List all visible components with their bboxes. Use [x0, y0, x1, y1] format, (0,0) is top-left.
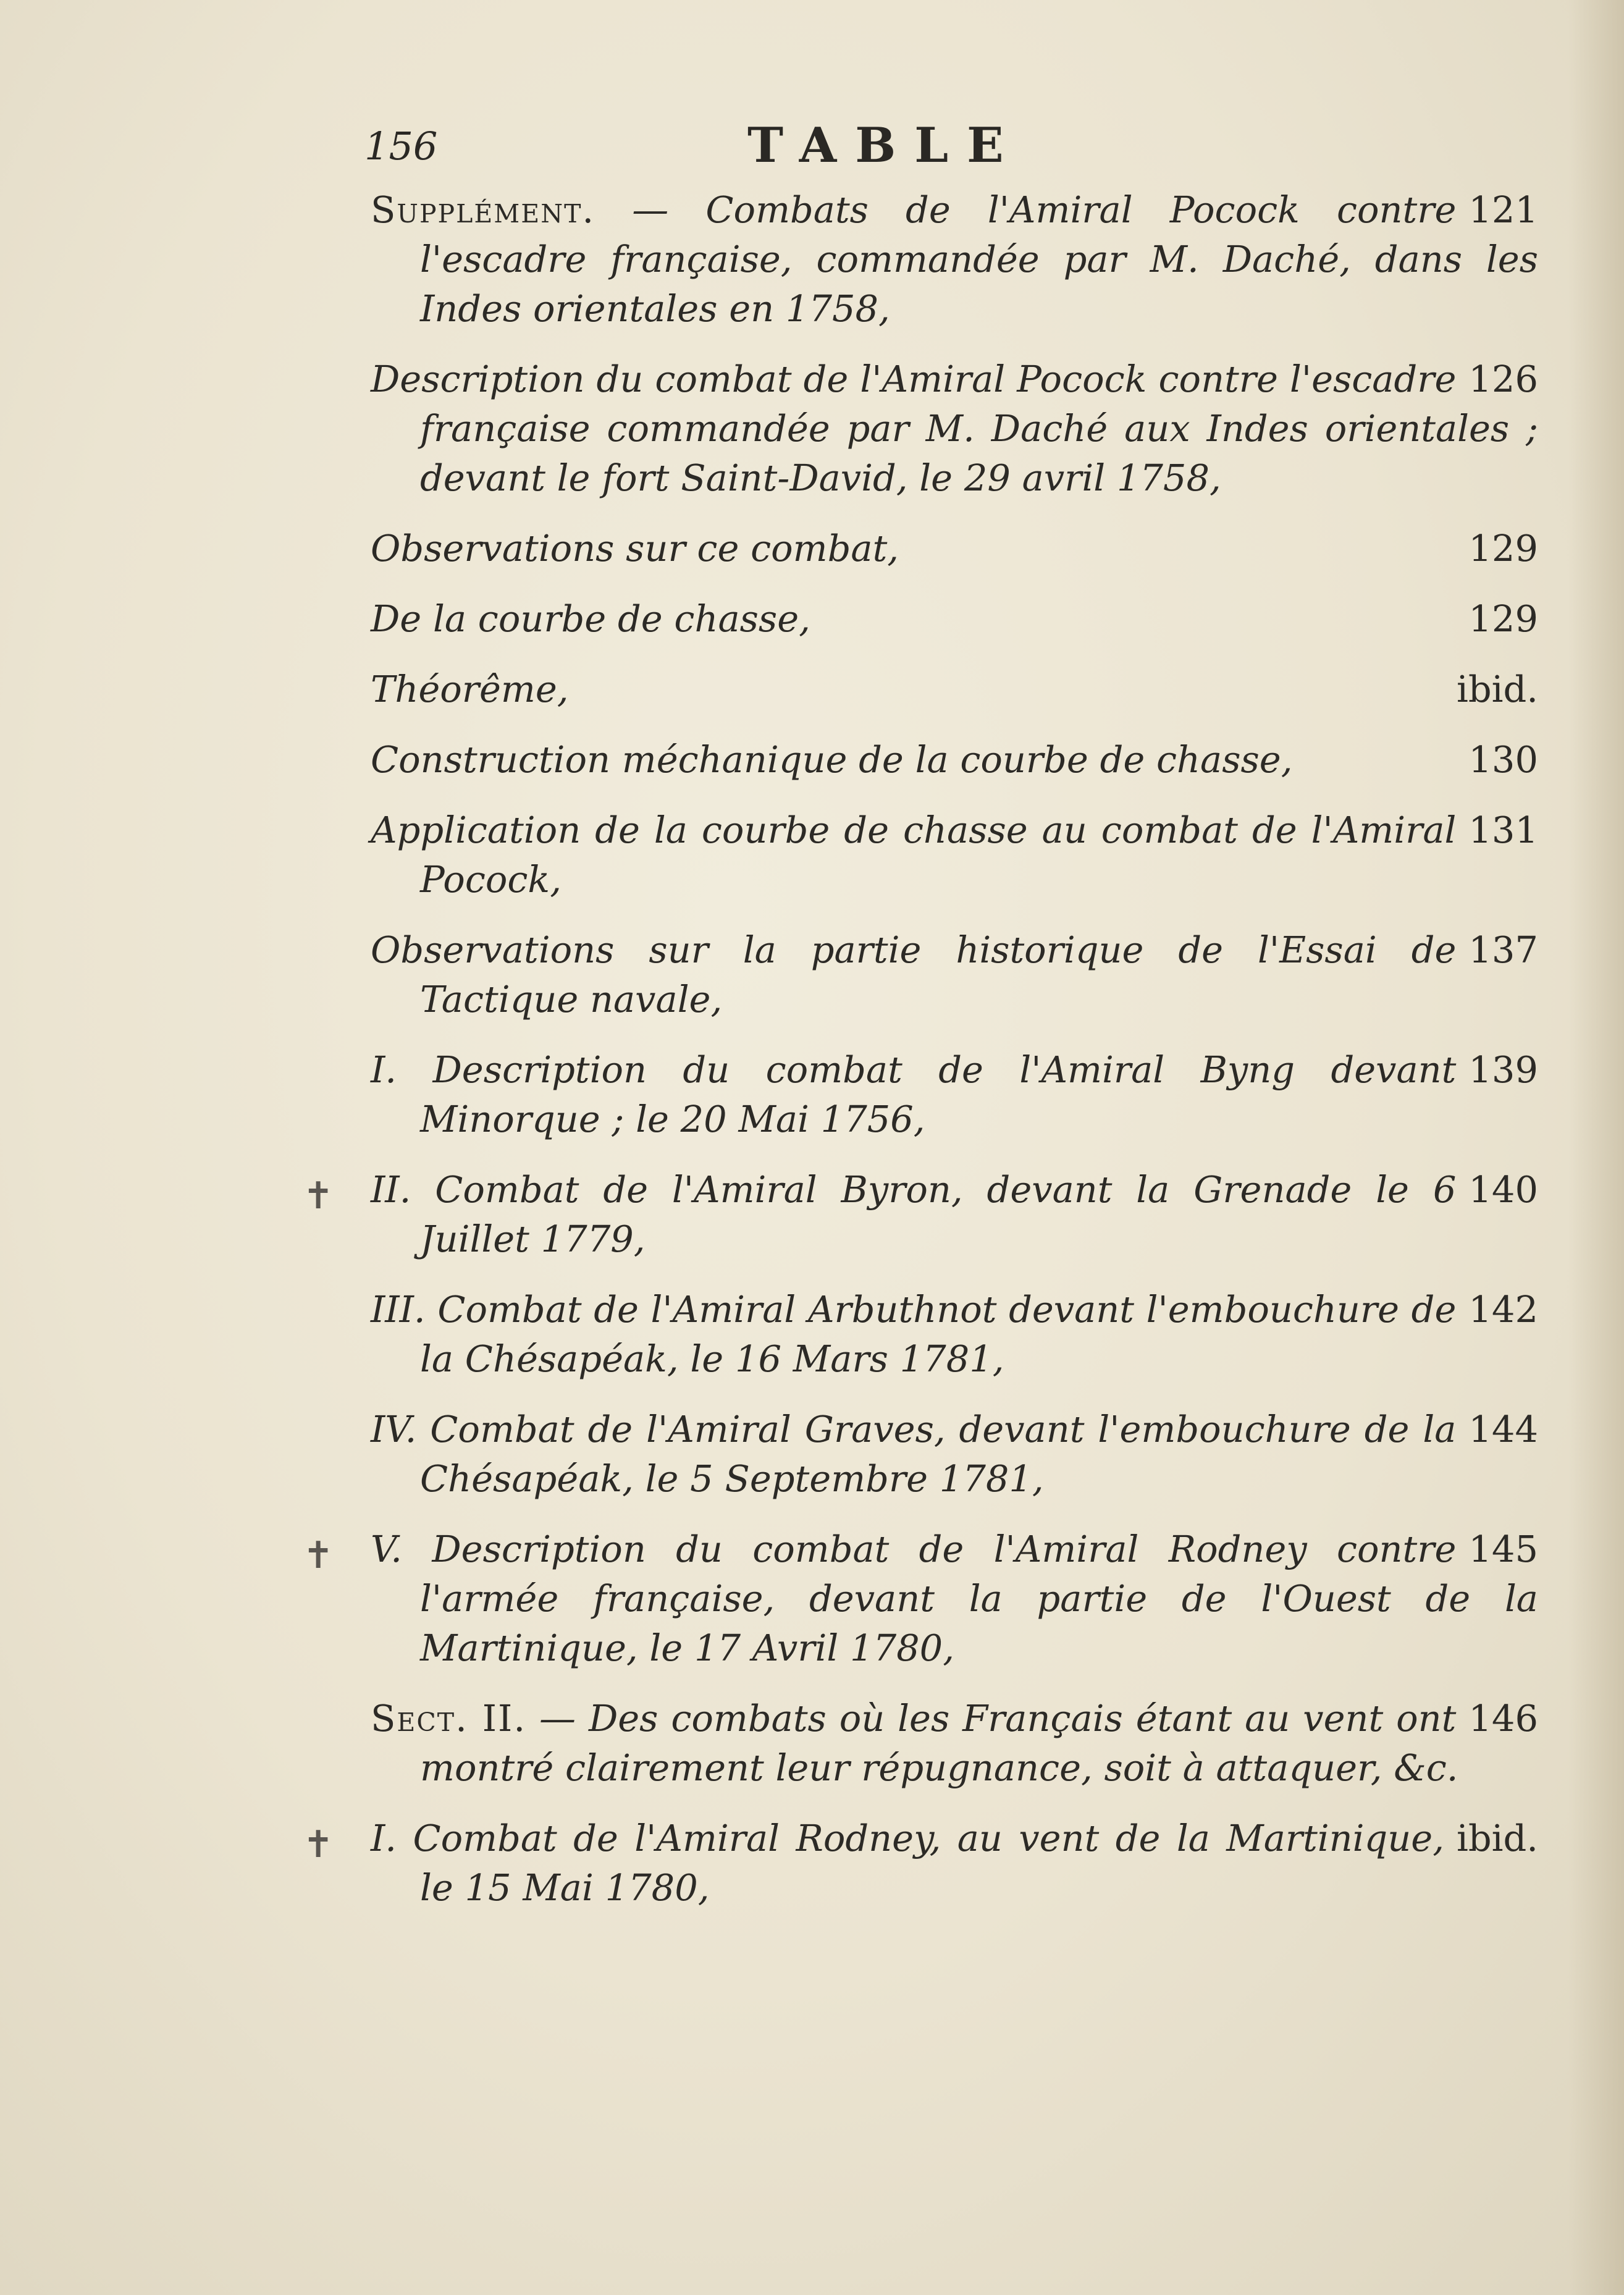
toc-entry-theoreme [371, 665, 1538, 714]
toc-page-ref: 131 [1468, 809, 1538, 851]
toc-page-ref: 130 [1468, 738, 1538, 781]
margin-cross-mark: ✝ [303, 1534, 334, 1577]
toc-entry-graves [371, 1405, 1538, 1504]
toc-page-ref: ibid. [1456, 1817, 1538, 1859]
toc-entry-observations-combat [371, 524, 1538, 573]
toc-entry-text: Observations sur la partie historique de l'Essai de Tactique navale, [371, 929, 1457, 1021]
toc-page-ref: 129 [1468, 527, 1538, 570]
toc-entry-sect-ii [371, 1694, 1538, 1793]
toc-entry-byron [303, 1165, 1538, 1264]
running-title: TABLE [747, 117, 1022, 174]
toc-entry-lead: Sect. II. [371, 1697, 527, 1740]
toc-page-ref: ibid. [1456, 668, 1538, 710]
toc-entry-text: I. Description du combat de l'Amiral Byng devant Minorque ; le 20 Mai 1756, [371, 1048, 1457, 1140]
toc-page-ref: 139 [1468, 1048, 1538, 1091]
toc-page-ref: 121 [1468, 188, 1538, 231]
toc-entry-construction [371, 735, 1538, 785]
toc-entry-text: I. Combat de l'Amiral Rodney, au vent de la Martinique, le 15 Mai 1780, [371, 1817, 1444, 1909]
table-of-contents [303, 185, 1538, 1934]
toc-entry-courbe-chasse [371, 594, 1538, 644]
toc-entry-application [371, 806, 1538, 904]
toc-entry-rodney-vent [303, 1814, 1538, 1913]
toc-entry-text: III. Combat de l'Amiral Arbuthnot devant l'embouchure de la Chésapéak, le 16 Mars 1781, [371, 1288, 1457, 1380]
toc-entry-arbuthnot [371, 1285, 1538, 1384]
toc-page-ref: 146 [1468, 1697, 1538, 1740]
toc-entry-text: Application de la courbe de chasse au combat de l'Amiral Pocock, [371, 809, 1457, 901]
toc-entry-text: Description du combat de l'Amiral Pocock contre l'escadre française commandée par M. Daché aux Indes orientales ; devant le fort Saint-David, le 29 avril 1758, [371, 358, 1538, 499]
toc-entry-text: — Combats de l'Amiral Pocock contre l'escadre française, commandée par M. Daché, dans les Indes orientales en 1758, [420, 188, 1538, 330]
toc-entry-byng [371, 1045, 1538, 1144]
toc-entry-supplement [371, 185, 1538, 334]
toc-entry-text: Construction méchanique de la courbe de chasse, [371, 738, 1293, 781]
toc-page-ref: 144 [1468, 1408, 1538, 1451]
toc-entry-text: IV. Combat de l'Amiral Graves, devant l'embouchure de la Chésapéak, le 5 Septembre 1781, [371, 1408, 1457, 1500]
toc-entry-observations-historique [371, 925, 1538, 1024]
toc-entry-text: II. Combat de l'Amiral Byron, devant la Grenade le 6 Juillet 1779, [371, 1168, 1457, 1260]
toc-page-ref: 145 [1468, 1528, 1538, 1570]
page-edge-shadow [1568, 0, 1624, 2295]
toc-page-ref: 137 [1468, 929, 1538, 971]
toc-entry-text: De la courbe de chasse, [371, 597, 810, 640]
toc-page-ref: 129 [1468, 597, 1538, 640]
toc-entry-lead: Supplément. [371, 188, 595, 231]
margin-cross-mark: ✝ [303, 1174, 334, 1218]
margin-cross-mark: ✝ [303, 1823, 334, 1866]
page-header [364, 117, 1538, 185]
toc-page-ref: 142 [1468, 1288, 1538, 1331]
toc-entry-text: Théorême, [371, 668, 569, 710]
toc-entry-text: V. Description du combat de l'Amiral Rodney contre l'armée française, devant la partie de l'Ouest de la Martinique, le 17 Avril 1780, [371, 1528, 1538, 1669]
toc-entry-description-pocock [371, 355, 1538, 503]
toc-page-ref: 126 [1468, 358, 1538, 400]
toc-entry-text: Observations sur ce combat, [371, 527, 899, 570]
page-number: 156 [364, 124, 438, 169]
toc-page-ref: 140 [1468, 1168, 1538, 1211]
toc-entry-rodney-martinique [303, 1525, 1538, 1673]
toc-entry-text: — Des combats où les Français étant au vent ont montré clairement leur répugnance, soit à attaquer, &c. [420, 1697, 1458, 1789]
